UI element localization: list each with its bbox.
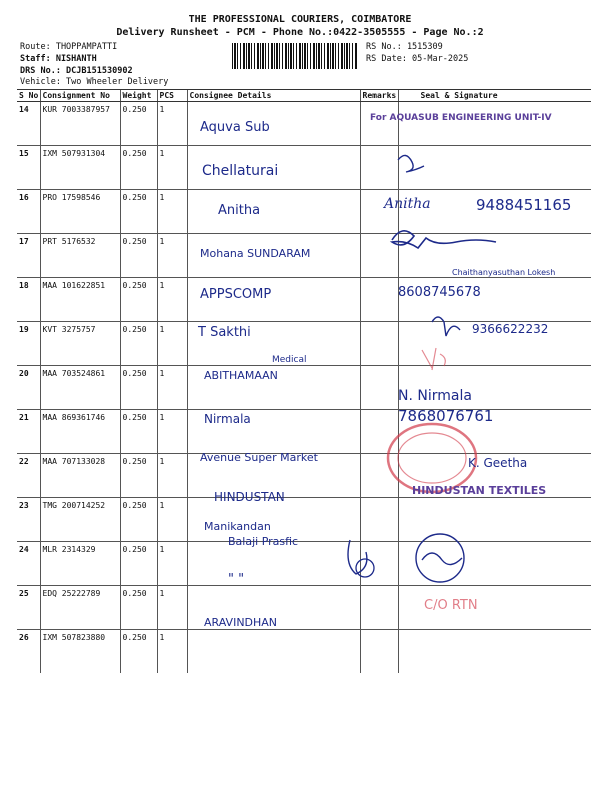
consignment-cell: IXM 507823880 [40,630,120,674]
signature-scribble-15 [398,155,424,172]
hw-consignee-24-line2: Balaji Prasfic [228,535,299,548]
sno-cell: 22 [17,454,40,498]
sno-cell: 19 [17,322,40,366]
seal-stamp-hindustan: HINDUSTAN TEXTILES [412,484,547,497]
hw-consignee-17: Mohana SUNDARAM [200,247,311,260]
sno-cell: 25 [17,586,40,630]
hw-consignee-21: Nirmala [204,412,251,426]
hw-note-18: Chaithanyasuthan Lokesh [452,268,556,277]
company-title: THE PROFESSIONAL COURIERS, COIMBATORE [188,14,412,25]
hw-signature-22: K. Geetha [468,456,528,470]
hw-phone-21: 7868076761 [398,407,494,425]
weight-cell: 0.250 [120,586,157,630]
pcs-cell: 1 [157,278,187,322]
sno-cell: 17 [17,234,40,278]
sno-cell: 24 [17,542,40,586]
col-header-remarks: Remarks [360,90,398,102]
weight-cell: 0.250 [120,102,157,146]
col-header-weight: Weight [120,90,157,102]
vehicle-label: Vehicle: Two Wheeler Delivery [20,77,169,87]
sno-cell: 23 [17,498,40,542]
pcs-cell: 1 [157,234,187,278]
pcs-cell: 1 [157,190,187,234]
hw-phone-19: 9366622232 [472,322,549,336]
consignment-cell: EDQ 25222789 [40,586,120,630]
signature-scribble-25 [348,540,462,574]
consignment-cell: MAA 101622851 [40,278,120,322]
hw-consignee-20: ABITHAMAAN [204,369,278,382]
hw-phone-16: 9488451165 [476,196,572,214]
hw-consignee-23: HINDUSTAN [214,490,285,504]
drs-number: DRS No.: DCJB151530902 [20,66,133,76]
sno-cell: 18 [17,278,40,322]
weight-cell: 0.250 [120,542,157,586]
col-header-consignee: Consignee Details [187,90,360,102]
pcs-cell: 1 [157,586,187,630]
consignment-cell: TMG 200714252 [40,498,120,542]
consignment-cell: KUR 7003387957 [40,102,120,146]
weight-cell: 0.250 [120,146,157,190]
hw-phone-18: 8608745678 [398,285,481,300]
route-label: Route: THOPPAMPATTI [20,42,118,52]
sno-cell: 16 [17,190,40,234]
consignment-cell: MAA 869361746 [40,410,120,454]
seal-stamp-aquasub: For AQUASUB ENGINEERING UNIT-IV [370,113,552,123]
seal-stamp-red [388,424,476,492]
remark-mark-20 [422,348,445,370]
consignment-cell: KVT 3275757 [40,322,120,366]
rs-number: RS No.: 1515309 [366,42,443,52]
sno-cell: 14 [17,102,40,146]
hw-consignee-25: " " [228,572,245,587]
col-header-sno: S No [19,91,39,100]
weight-cell: 0.250 [120,190,157,234]
hw-consignee-15: Chellaturai [202,163,279,179]
pcs-cell: 1 [157,410,187,454]
sno-cell: 21 [17,410,40,454]
consignment-cell: MAA 707133028 [40,454,120,498]
hw-consignee-26: ARAVINDHAN [204,616,278,629]
hw-consignee-16: Anitha [218,203,261,218]
hw-note-20: Medical [272,355,307,365]
hw-signature-21: N. Nirmala [398,388,472,404]
pcs-cell: 1 [157,542,187,586]
pcs-cell: 1 [157,498,187,542]
pcs-cell: 1 [157,322,187,366]
consignment-cell: MAA 703524861 [40,366,120,410]
signature-circle-24 [356,559,374,577]
weight-cell: 0.250 [120,234,157,278]
hw-consignee-24: Manikandan [204,520,271,533]
consignment-cell: PRO 17598546 [40,190,120,234]
weight-cell: 0.250 [120,630,157,674]
staff-label: Staff: NISHANTH [20,54,97,64]
signature-scribble-17 [392,231,496,248]
col-header-consignment: Consignment No [40,90,120,102]
signature-scribble-19 [432,317,460,336]
sno-cell: 26 [19,633,29,642]
hw-consignee-22: Avenue Super Market [200,451,318,464]
runsheet-subtitle: Delivery Runsheet - PCM - Phone No.:0422-3505555 - Page No.:2 [116,27,484,38]
consignment-cell: MLR 2314329 [40,542,120,586]
pcs-cell: 1 [157,146,187,190]
consignment-cell: IXM 507931304 [40,146,120,190]
col-header-pcs: PCS [157,90,187,102]
sno-cell: 20 [17,366,40,410]
weight-cell: 0.250 [120,410,157,454]
pcs-cell: 1 [157,366,187,410]
weight-cell: 0.250 [120,454,157,498]
seal-stamp-rtn: C/O RTN [424,598,478,613]
weight-cell: 0.250 [120,322,157,366]
hw-signature-16: Anitha [384,196,431,212]
pcs-cell: 1 [157,102,187,146]
sno-cell: 15 [17,146,40,190]
col-header-seal: Seal & Signature [398,90,591,102]
hw-consignee-14: Aquva Sub [200,120,270,135]
consignment-cell: PRT 5176532 [40,234,120,278]
weight-cell: 0.250 [120,278,157,322]
seal-stamp-red-inner [398,433,466,483]
weight-cell: 0.250 [120,366,157,410]
hw-consignee-18: APPSCOMP [200,287,272,302]
weight-cell: 0.250 [120,498,157,542]
rs-date: RS Date: 05-Mar-2025 [366,54,469,64]
hw-consignee-19: T Sakthi [198,325,251,340]
pcs-cell: 1 [157,630,187,674]
pcs-cell: 1 [157,454,187,498]
